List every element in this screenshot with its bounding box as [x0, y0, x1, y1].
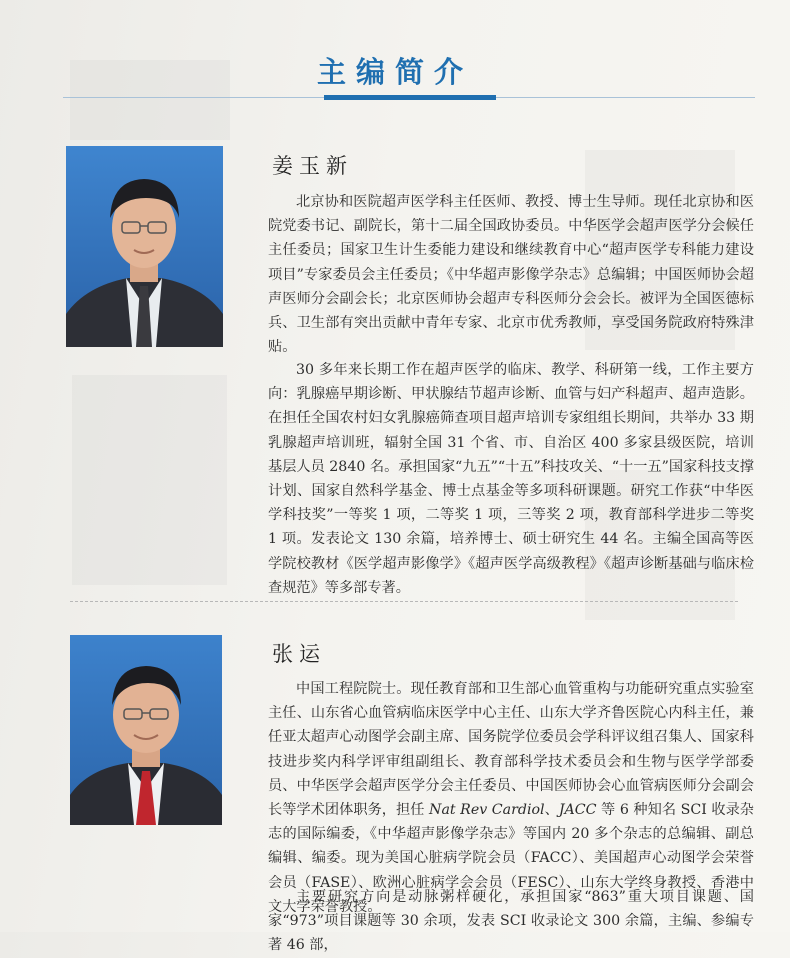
- bio-text: 等 6 种知名 SCI 收录杂志的国际编委，《中华超声影像学杂志》等国内 20 多个杂志的总编辑、副总编辑、编委。现为美国心脏病学院会员（FACC）、美国超声心动图学会荣誉会员（FASE）、欧洲心脏病学会会员（FESC）、山东大学终身教授、香港中文大学荣誉教授。: [268, 802, 754, 915]
- bio-text: 中国工程院院士。现任教育部和卫生部心血管重构与功能研究重点实验室主任、山东省心血管病临床医学中心主任、山东大学齐鲁医院心内科主任，兼任亚太超声心动图学会副主席、国务院学位委员会学科评议组召集人、国家科技进步奖内科学评审组副组长、教育部科学技术委员会和生物与医学学部委员、中华医学会超声医学分会主任委员、中国医师协会心血管病医师分会副会长等学术团体职务，担任: [268, 681, 754, 819]
- editor-name-jiang: 姜玉新: [272, 154, 353, 178]
- editor-photo-zhang: [70, 635, 222, 825]
- editor-bio-zhang-p1: [268, 677, 754, 919]
- journal-name: Nat Rev Cardiol: [429, 802, 545, 819]
- editor-photo-jiang: [66, 146, 223, 347]
- section-divider: [70, 601, 738, 602]
- editor-bio-zhang-p2: 主要研究方向是动脉粥样硬化，承担国家“863”重大项目课题、国家“973”项目课题等 30 余项，发表 SCI 收录论文 300 余篇，主编、参编专著 46 部，: [268, 889, 754, 954]
- journal-name: JACC: [558, 802, 597, 819]
- editor-bio-jiang-p1: 北京协和医院超声医学科主任医师、教授、博士生导师。现任北京协和医院党委书记、副院长，第十二届全国政协委员。中华医学会超声医学分会候任主任委员；国家卫生计生委能力建设和继续教育中心“超声医学专科能力建设项目”专家委员会主任委员；《中华超声影像学杂志》总编辑；中国医师协会超声医师分会副会长；北京医师协会超声专科医师分会会长。被评为全国医德标兵、卫生部有突出贡献中青年专家、北京市优秀教师，享受国务院政府特殊津贴。: [268, 194, 754, 356]
- page-title: 主编简介: [316, 55, 473, 89]
- editor-bio-jiang-p2: 30 多年来长期工作在超声医学的临床、教学、科研第一线，工作主要方向：乳腺癌早期诊断、甲状腺结节超声诊断、血管与妇产科超声、超声造影。在担任全国农村妇女乳腺癌筛查项目超声培训专家组组长期间，共举办 33 期乳腺超声培训班，辐射全国 31 个省、市、自治区 400 多家县级医院，培训基层人员 2840 名。承担国家“九五”“十五”科技攻关、“十一五”国家科技支撑计划、国家自然科学基金、博士点基金等多项科研课题。研究工作获“中华医学科技奖”一等奖 1 项，二等奖 1 项，三等奖 2 项，教育部科学进步二等奖 1 项。发表论文 130 余篇，培养博士、硕士研究生 44 名。主编全国高等医学院校教材《医学超声影像学》《超声医学高级教程》《超声诊断基础与临床检查规范》等多部专著。: [268, 362, 754, 596]
- bio-text: 、: [544, 802, 559, 819]
- show-through-block: [72, 375, 227, 585]
- editor-name-zhang: 张运: [272, 642, 326, 666]
- title-underline: [324, 95, 496, 100]
